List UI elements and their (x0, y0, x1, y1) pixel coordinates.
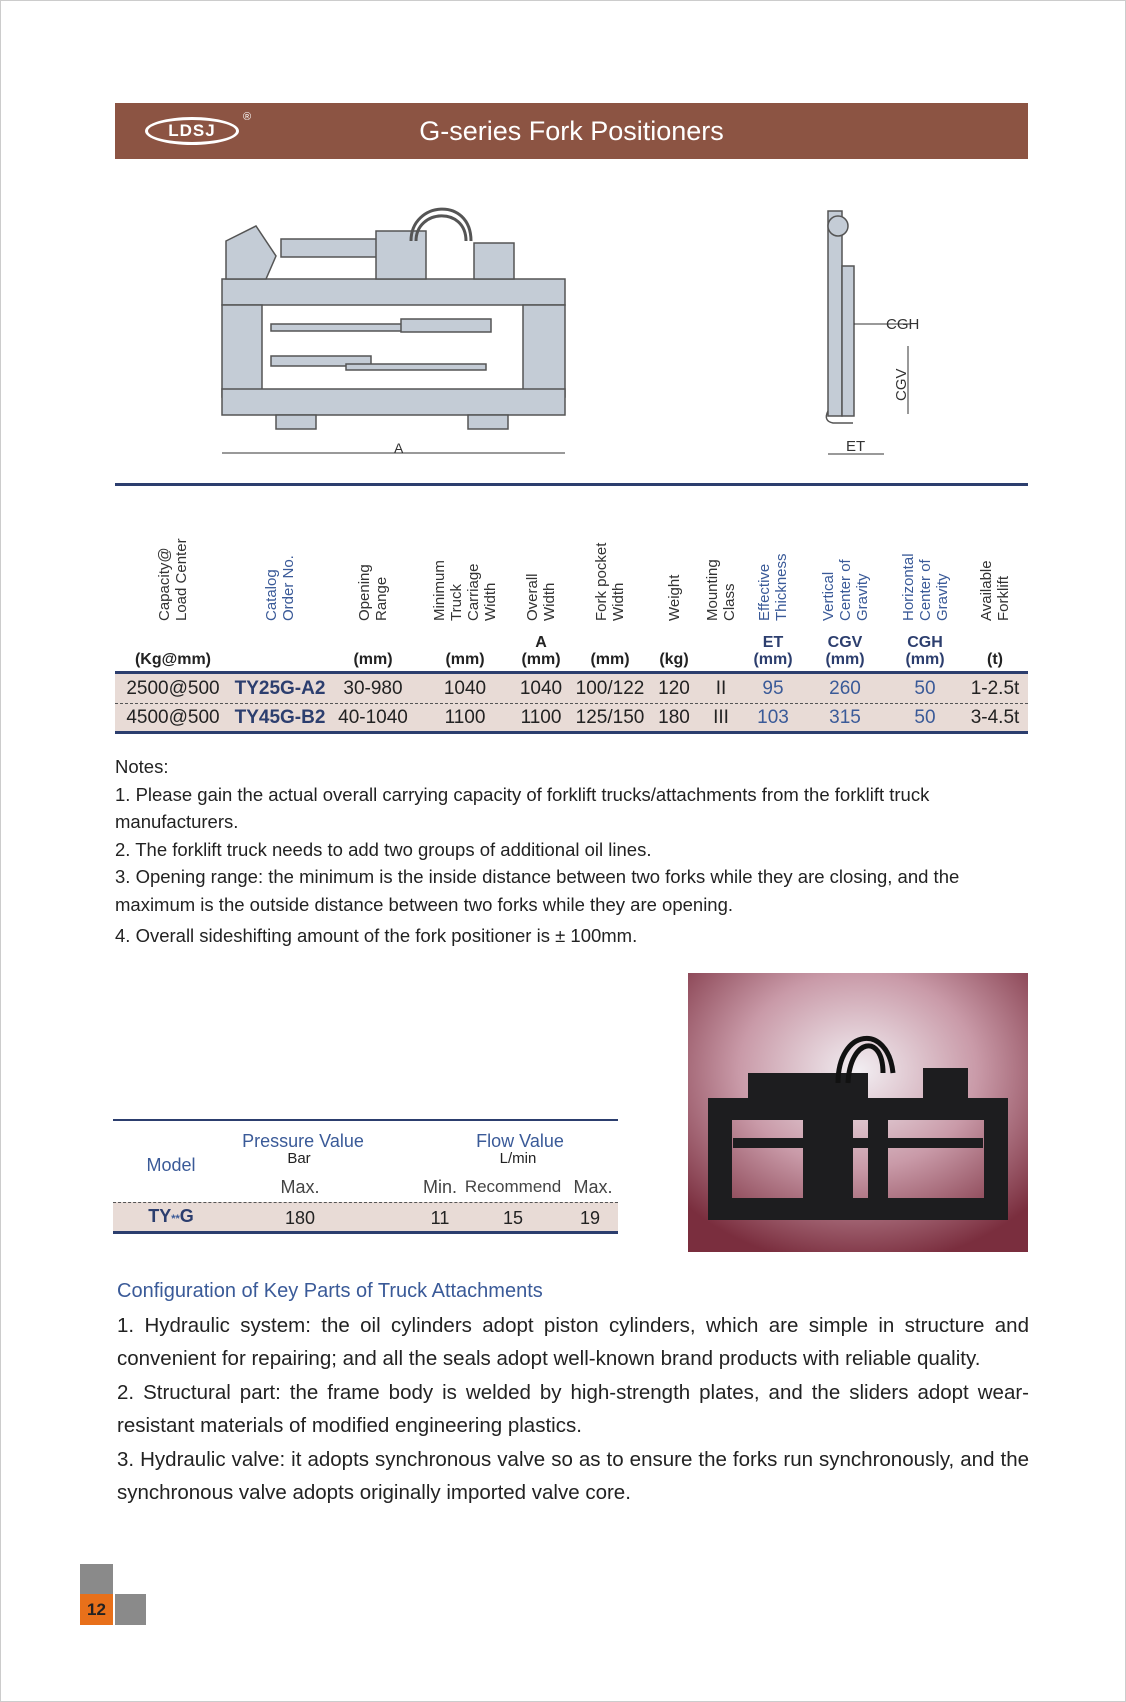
notes-title: Notes: (115, 756, 169, 777)
flow-max-label: Max. (573, 1177, 613, 1197)
model-value: TY**G (148, 1206, 194, 1226)
page-decor-block (80, 1564, 113, 1594)
flow-header: Flow Value (476, 1131, 564, 1151)
table-cell: 120 (658, 678, 690, 699)
column-unit: CGH (mm) (905, 634, 945, 668)
flow-unit: L/min (499, 1150, 537, 1167)
note-item: 2. The forklift truck needs to add two groups of additional oil lines. (115, 838, 652, 860)
column-header: Effective Thickness (756, 553, 790, 621)
column-header: Horizontal Center of Gravity (899, 553, 951, 621)
table-cell: 3-4.5t (970, 707, 1020, 728)
note-item: 4. Overall sideshifting amount of the fork positioner is ± 100mm. (115, 925, 638, 946)
column-header: Capacity@ Load Center (156, 538, 190, 621)
pressure-header: Pressure Value (242, 1131, 364, 1151)
table-cell: 315 (829, 707, 861, 728)
table-cell: 95 (762, 678, 784, 699)
column-unit: (mm) (353, 651, 393, 668)
column-unit: CGV (mm) (825, 634, 865, 668)
table-cell: 40-1040 (338, 707, 408, 728)
dim-et-label: ET (846, 438, 866, 455)
column-unit: (mm) (445, 651, 485, 668)
column-unit: ET (mm) (753, 634, 793, 668)
table-cell: 30-980 (343, 678, 403, 699)
flow-min-value: 11 (430, 1208, 450, 1228)
table-cell: 4500@500 (126, 707, 220, 728)
column-unit: (t) (987, 651, 1003, 668)
column-unit: (kg) (659, 651, 689, 668)
title-banner (115, 103, 1028, 159)
brand-logo: LDSJ (145, 117, 239, 145)
table-cell: 103 (757, 707, 789, 728)
table-header-rule (115, 671, 1028, 674)
config-item: 2. Structural part: the frame body is welded by high-strength plates, and the sliders adopt wear-resistant materials of modified engineering plastics. (117, 1380, 1029, 1437)
table-cell: TY25G-A2 (234, 678, 326, 699)
note-item: 1. Please gain the actual overall carrying capacity of forklift trucks/attachments from the forklift truck manufacturers. (115, 783, 930, 832)
front-view-drawing (216, 201, 576, 466)
configuration-title: Configuration of Key Parts of Truck Attachments (117, 1280, 543, 1302)
table-cell: 100/122 (575, 678, 645, 699)
side-view-drawing (816, 206, 936, 461)
table-cell: 180 (658, 707, 690, 728)
flow-recommend-label: Recommend (464, 1177, 562, 1196)
pressure-max-label: Max. (280, 1177, 320, 1197)
table-cell: 1040 (519, 678, 563, 699)
column-unit: (mm) (590, 651, 630, 668)
dim-cgv-label: CGV (893, 368, 910, 401)
column-header: Fork pocket Width (593, 542, 627, 621)
config-item: 1. Hydraulic system: the oil cylinders adopt piston cylinders, which are simple in structure and convenient for repairing; and all the seals adopt well-known brand products with reliable quality. (117, 1313, 1029, 1370)
registered-mark: ® (243, 111, 252, 123)
note-item: 3. Opening range: the minimum is the inside distance between two forks while they are closing, and the maximum is the outside distance between two forks while they are opening. (115, 866, 960, 915)
model-header: Model (146, 1155, 196, 1175)
table-cell: III (713, 707, 729, 728)
table-cell: 1040 (443, 678, 487, 699)
page-title: G-series Fork Positioners (419, 116, 724, 146)
column-header: Weight (665, 574, 683, 621)
column-header: Opening Range (356, 564, 390, 621)
column-unit: (Kg@mm) (134, 651, 212, 668)
column-header: Available Forklift (978, 560, 1012, 621)
table-cell: 1-2.5t (970, 678, 1020, 699)
table-cell: 125/150 (575, 707, 645, 728)
table-cell: 1100 (520, 707, 562, 728)
table-cell: TY45G-B2 (234, 707, 326, 728)
table-cell: 50 (914, 707, 936, 728)
column-header: Vertical Center of Gravity (819, 559, 871, 621)
page-number: 12 (80, 1594, 113, 1625)
dim-cgh-label: CGH (886, 316, 920, 333)
column-header: Catalog Order No. (263, 555, 297, 621)
table-cell: 50 (914, 678, 936, 699)
pressure-max-value: 180 (284, 1208, 316, 1228)
flow-min-label: Min. (422, 1177, 457, 1197)
configuration-section (117, 1275, 1029, 1510)
column-header: Minimum Truck Carriage Width (431, 560, 499, 621)
pressure-unit: Bar (287, 1150, 311, 1167)
table-cell: 2500@500 (126, 678, 220, 699)
table-bottom-rule (115, 731, 1028, 734)
flow-recommend-value: 15 (502, 1208, 524, 1228)
product-photo (688, 973, 1028, 1252)
config-item: 3. Hydraulic valve: it adopts synchronous valve so as to ensure the forks run synchronously, and the synchronous valve adopts originally imported valve core. (117, 1447, 1029, 1504)
flow-max-value: 19 (579, 1208, 601, 1228)
page-decor-block (115, 1594, 146, 1625)
table-cell: II (715, 678, 727, 699)
dim-a-label: A (394, 440, 404, 456)
hydraulic-table (113, 1119, 618, 1239)
column-header: Overall Width (524, 573, 558, 621)
column-unit: A (mm) (521, 634, 561, 668)
table-cell: 1100 (444, 707, 486, 728)
notes-section (115, 753, 1028, 950)
table-cell: 260 (829, 678, 861, 699)
column-header: Mounting Class (704, 559, 738, 621)
divider (115, 483, 1028, 486)
